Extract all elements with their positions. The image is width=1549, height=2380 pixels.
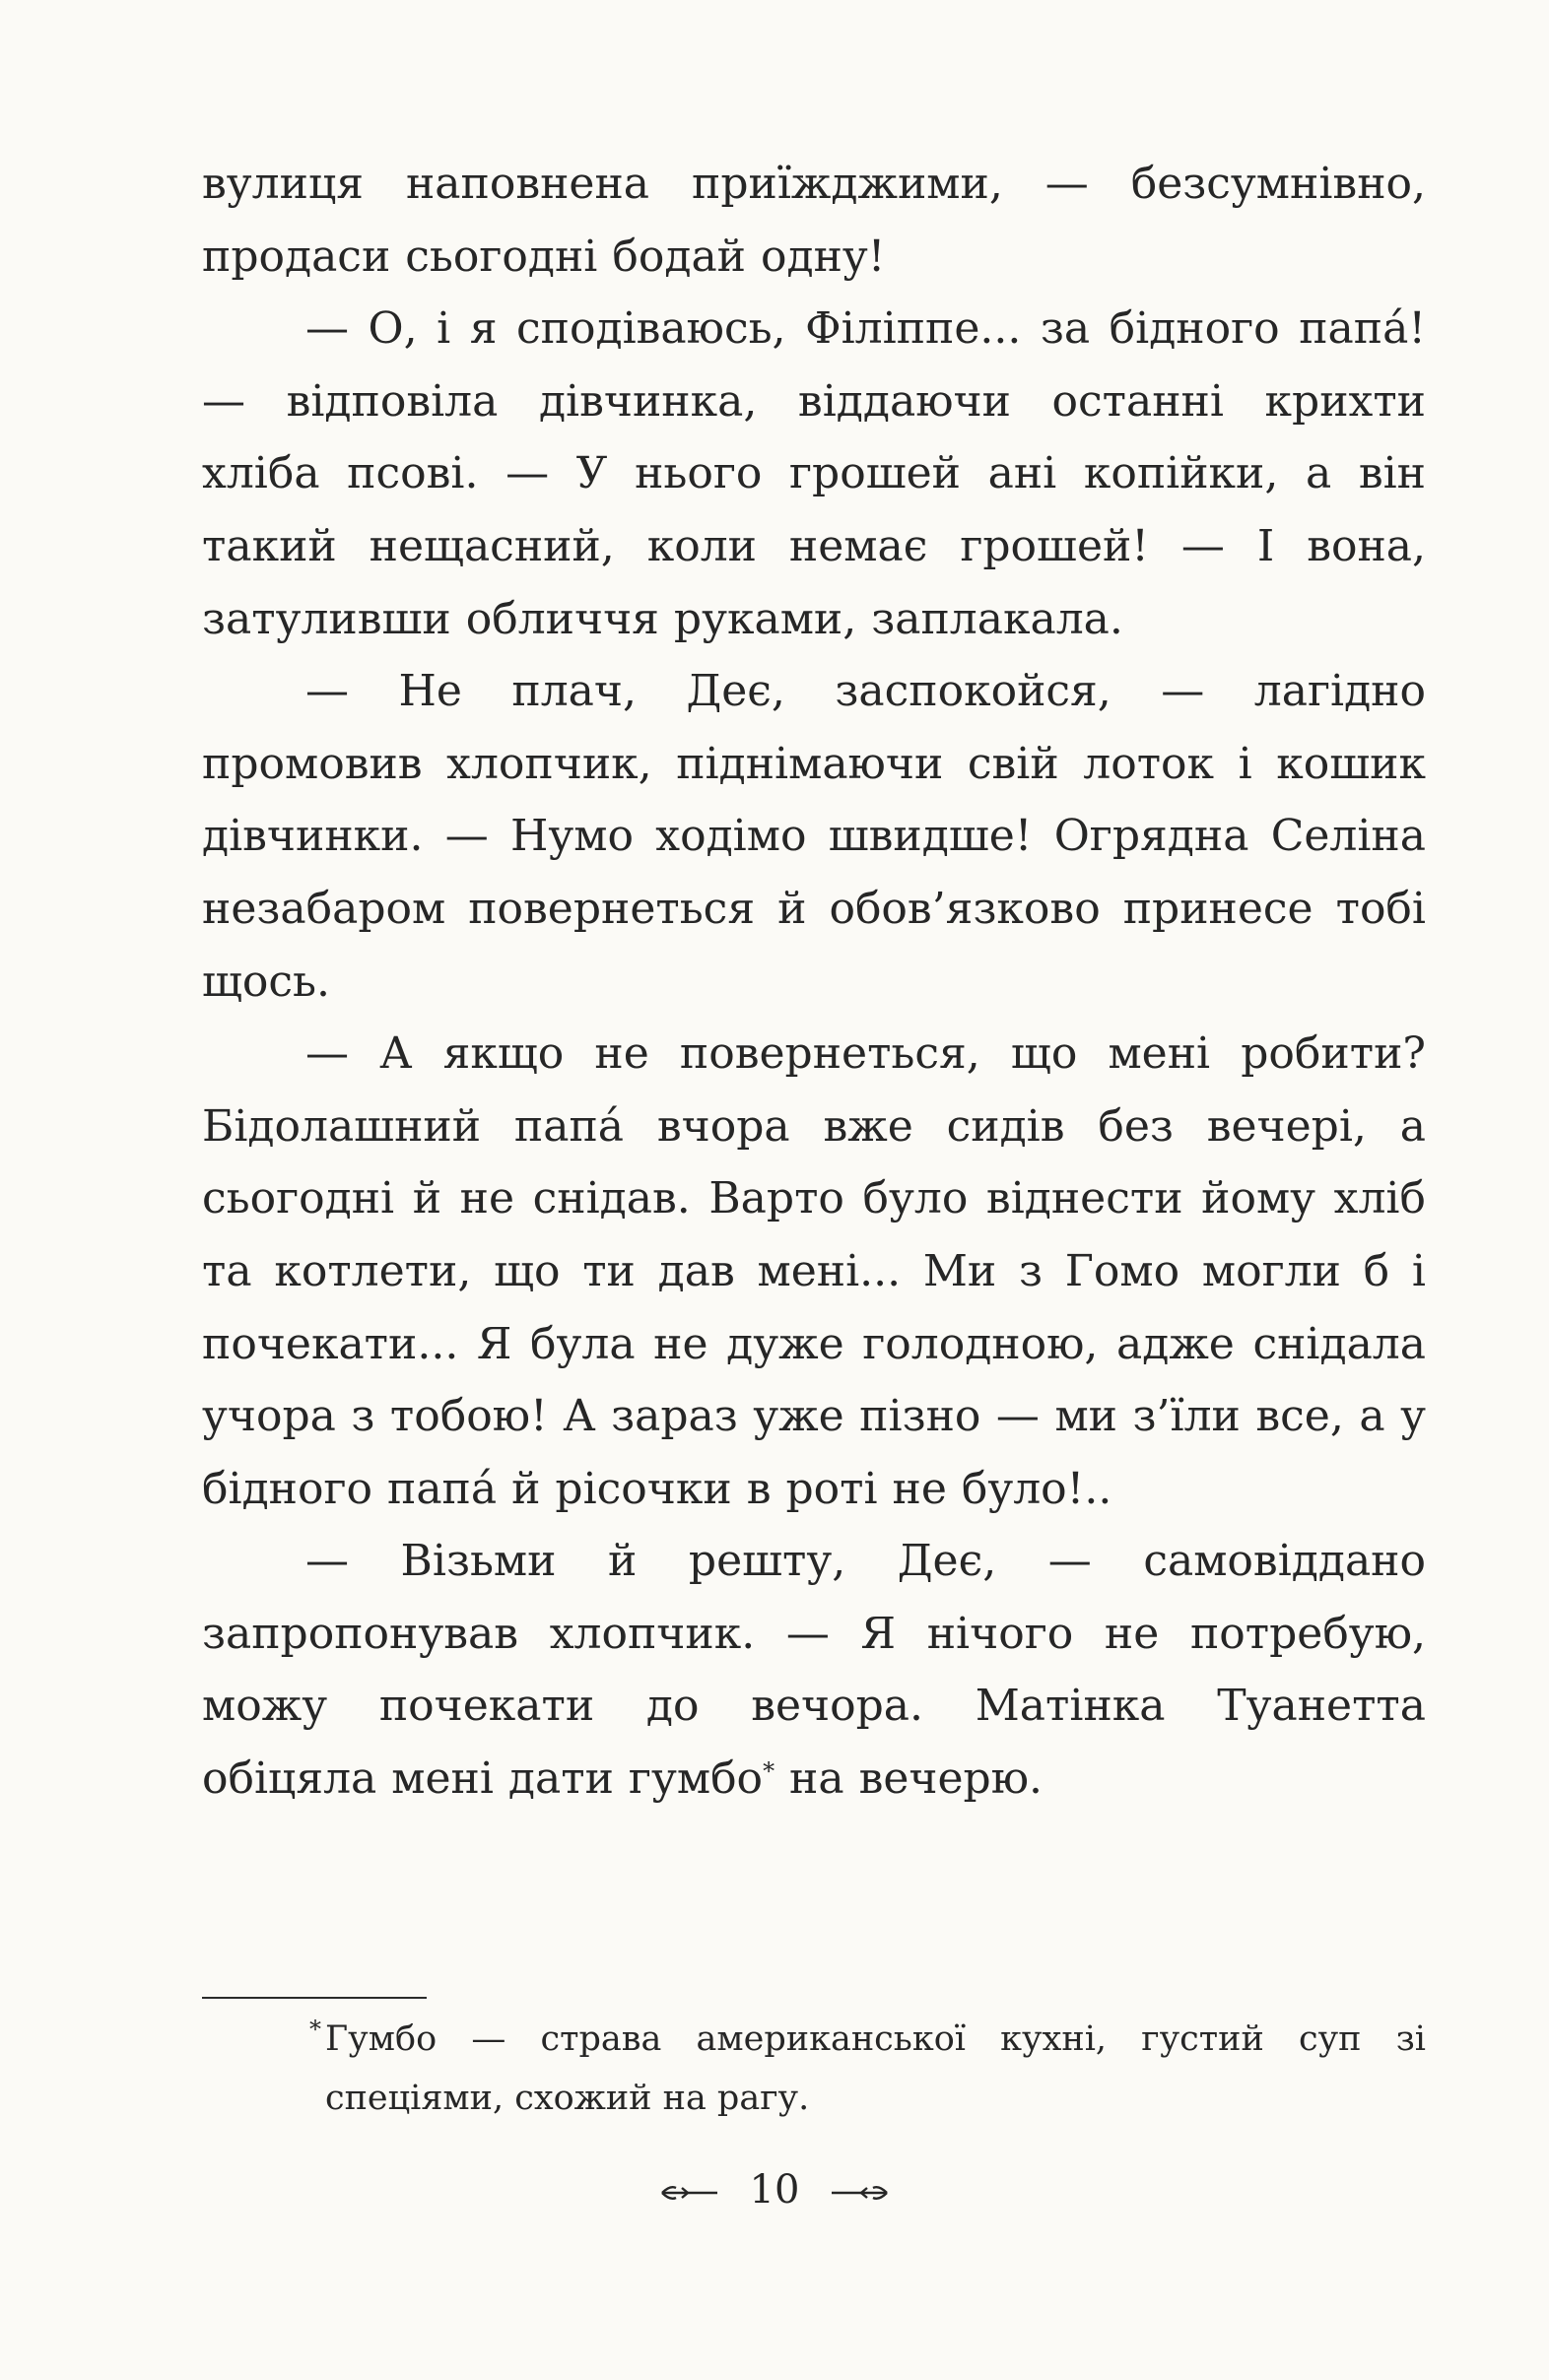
paragraph-5 [202,1525,1426,1815]
footnote-reference: * [763,1757,775,1786]
paragraph-3: — Не плач, Деє, заспокойся, — лагідно промовив хлопчик, піднімаючи свій лоток і кошик дівчинки. — Нумо ходімо швидше! Огрядна Селіна незабаром повернеться й обов’язково принесе тобі щось. [202,666,1426,1007]
paragraph-5-text: — Візьми й решту, Деє, — самовіддано запропонував хлопчик. — Я нічого не потребую, можу почекати до вечора. Матінка Туанетта обіцяла мені дати гумбо [202,1536,1426,1805]
paragraph-1: вулиця наповнена приїжджими, — безсумнівно, продаси сьогодні бодай одну! [202,159,1426,282]
page-number-row [0,2167,1549,2213]
footnote [309,2010,1426,2128]
arrow-ornament-icon [660,2182,719,2204]
paragraph-2: — О, і я сподіваюсь, Філіппе... за бідного папá! — відповіла дівчинка, віддаючи останні крихти хліба псові. — У нього грошей ані копійки, а він такий нещасний, коли немає грошей! — І вона, затуливши обличчя руками, заплакала. [202,303,1426,644]
footnote-divider [202,1997,427,1999]
footnote-text: Гумбо — страва американської кухні, густий суп зі спеціями, схожий на рагу. [325,2019,1426,2118]
page-number: 10 [749,2167,800,2213]
footnote-mark: * [309,2016,321,2043]
paragraph-4: — А якщо не повернеться, що мені робити? Бідолашний папá вчора вже сидів без вечері, а сьогодні й не снідав. Варто було віднести йому хліб та котлети, що ти дав мені... Ми з Гомо могли б і почекати... Я була не дуже голодною, адже снідала учора з тобою! А зараз уже пізно — ми з’їли все, а у бідного папá й рісочки в роті не було!.. [202,1028,1426,1514]
arrow-ornament-icon [830,2182,889,2204]
paragraph-5-tail: на вечерю. [774,1753,1043,1805]
body-text [202,148,1426,1816]
page-content [202,148,1426,1816]
